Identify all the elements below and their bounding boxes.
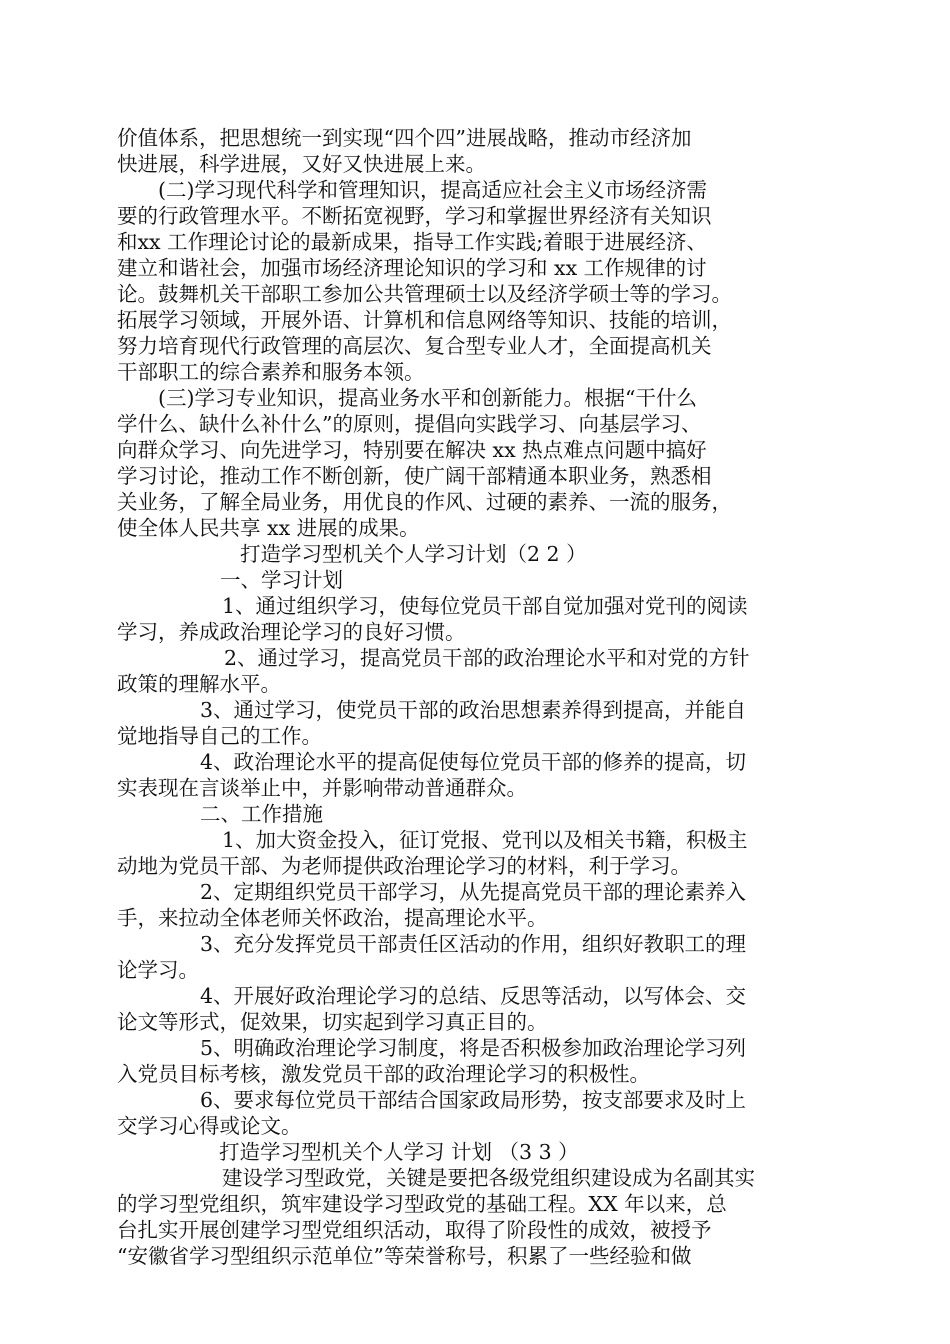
text-line: 努力培育现代行政管理的高层次、复合型专业人才，全面提高机关: [117, 334, 712, 358]
text-line: 交学习心得或论文。: [117, 1114, 302, 1138]
text-line: 要的行政管理水平。不断拓宽视野，学习和掌握世界经济有关知识: [117, 204, 712, 228]
text-line: 向群众学习、向先进学习，特别要在解决 xx 热点难点问题中搞好: [117, 438, 707, 462]
text-line: (二)学习现代科学和管理知识，提高适应社会主义市场经济需: [158, 178, 707, 202]
text-line: 3、通过学习，使党员干部的政治思想素养得到提高，并能自: [200, 698, 747, 722]
text-line: 论学习。: [117, 958, 199, 982]
text-line: 3、充分发挥党员干部责任区活动的作用，组织好教职工的理: [200, 932, 747, 956]
text-line: 关业务，了解全局业务，用优良的作风、过硬的素养、一流的服务，: [117, 490, 732, 514]
text-line: 价值体系，把思想统一到实现“四个四”进展战略，推动市经济加: [117, 126, 692, 150]
text-line: 的学习型党组织，筑牢建设学习型政党的基础工程。XX 年以来，总: [117, 1192, 727, 1216]
section-heading: 二、工作措施: [200, 802, 323, 826]
text-line: 论。鼓舞机关干部职工参加公共管理硕士以及经济学硕士等的学习。: [117, 282, 732, 306]
text-line: 建设学习型政党，关键是要把各级党组织建设成为名副其实: [222, 1166, 755, 1190]
text-line: 1、加大资金投入，征订党报、党刊以及相关书籍，积极主: [222, 828, 748, 852]
text-line: 动地为党员干部、为老师提供政治理论学习的材料，利于学习。: [117, 854, 691, 878]
text-line: 觉地指导自己的工作。: [117, 724, 322, 748]
text-line: 建立和谐社会，加强市场经济理论知识的学习和 xx 工作规律的讨: [117, 256, 707, 280]
text-line: 5、明确政治理论学习制度，将是否积极参加政治理论学习列: [200, 1036, 747, 1060]
text-line: 拓展学习领域，开展外语、计算机和信息网络等知识、技能的培训，: [117, 308, 732, 332]
text-line: 学习，养成政治理论学习的良好习惯。: [117, 620, 466, 644]
text-line: 干部职工的综合素养和服务本领。: [117, 360, 425, 384]
section-heading: 打造学习型机关个人学习 计划 （3 3 ）: [219, 1140, 579, 1164]
text-line: 入党员目标考核，激发党员干部的政治理论学习的积极性。: [117, 1062, 650, 1086]
section-heading: 一、学习计划: [220, 568, 343, 592]
text-line: 2、定期组织党员干部学习，从先提高党员干部的理论素养入: [200, 880, 747, 904]
text-line: 2、通过学习，提高党员干部的政治理论水平和对党的方针: [224, 646, 750, 670]
text-line: 实表现在言谈举止中，并影响带动普通群众。: [117, 776, 527, 800]
text-line: 1、通过组织学习，使每位党员干部自觉加强对党刊的阅读: [222, 594, 748, 618]
text-line: 6、要求每位党员干部结合国家政局形势，按支部要求及时上: [200, 1088, 747, 1112]
text-line: 政策的理解水平。: [117, 672, 281, 696]
text-line: 论文等形式，促效果，切实起到学习真正目的。: [117, 1010, 548, 1034]
text-line: (三)学习专业知识，提高业务水平和创新能力。根据“干什么: [158, 386, 697, 410]
text-line: 4、政治理论水平的提高促使每位党员干部的修养的提高，切: [200, 750, 747, 774]
text-line: 使全体人民共享 xx 进展的成果。: [117, 516, 420, 540]
text-line: 台扎实开展创建学习型党组织活动，取得了阶段性的成效，被授予: [117, 1218, 712, 1242]
text-line: 学习讨论，推动工作不断创新，使广阔干部精通本职业务，熟悉相: [117, 464, 712, 488]
text-line: 学什么、缺什么补什么”的原则，提倡向实践学习、向基层学习、: [117, 412, 702, 436]
text-line: 4、开展好政治理论学习的总结、反思等活动，以写体会、交: [200, 984, 747, 1008]
text-line: 快进展，科学进展，又好又快进展上来。: [117, 152, 486, 176]
section-heading: 打造学习型机关个人学习计划（2 2 ）: [240, 542, 587, 566]
text-line: 和xx 工作理论讨论的最新成果，指导工作实践;着眼于进展经济、: [117, 230, 708, 254]
text-line: 手，来拉动全体老师关怀政治，提高理论水平。: [117, 906, 548, 930]
text-line: “安徽省学习型组织示范单位”等荣誉称号，积累了一些经验和做: [117, 1244, 692, 1268]
